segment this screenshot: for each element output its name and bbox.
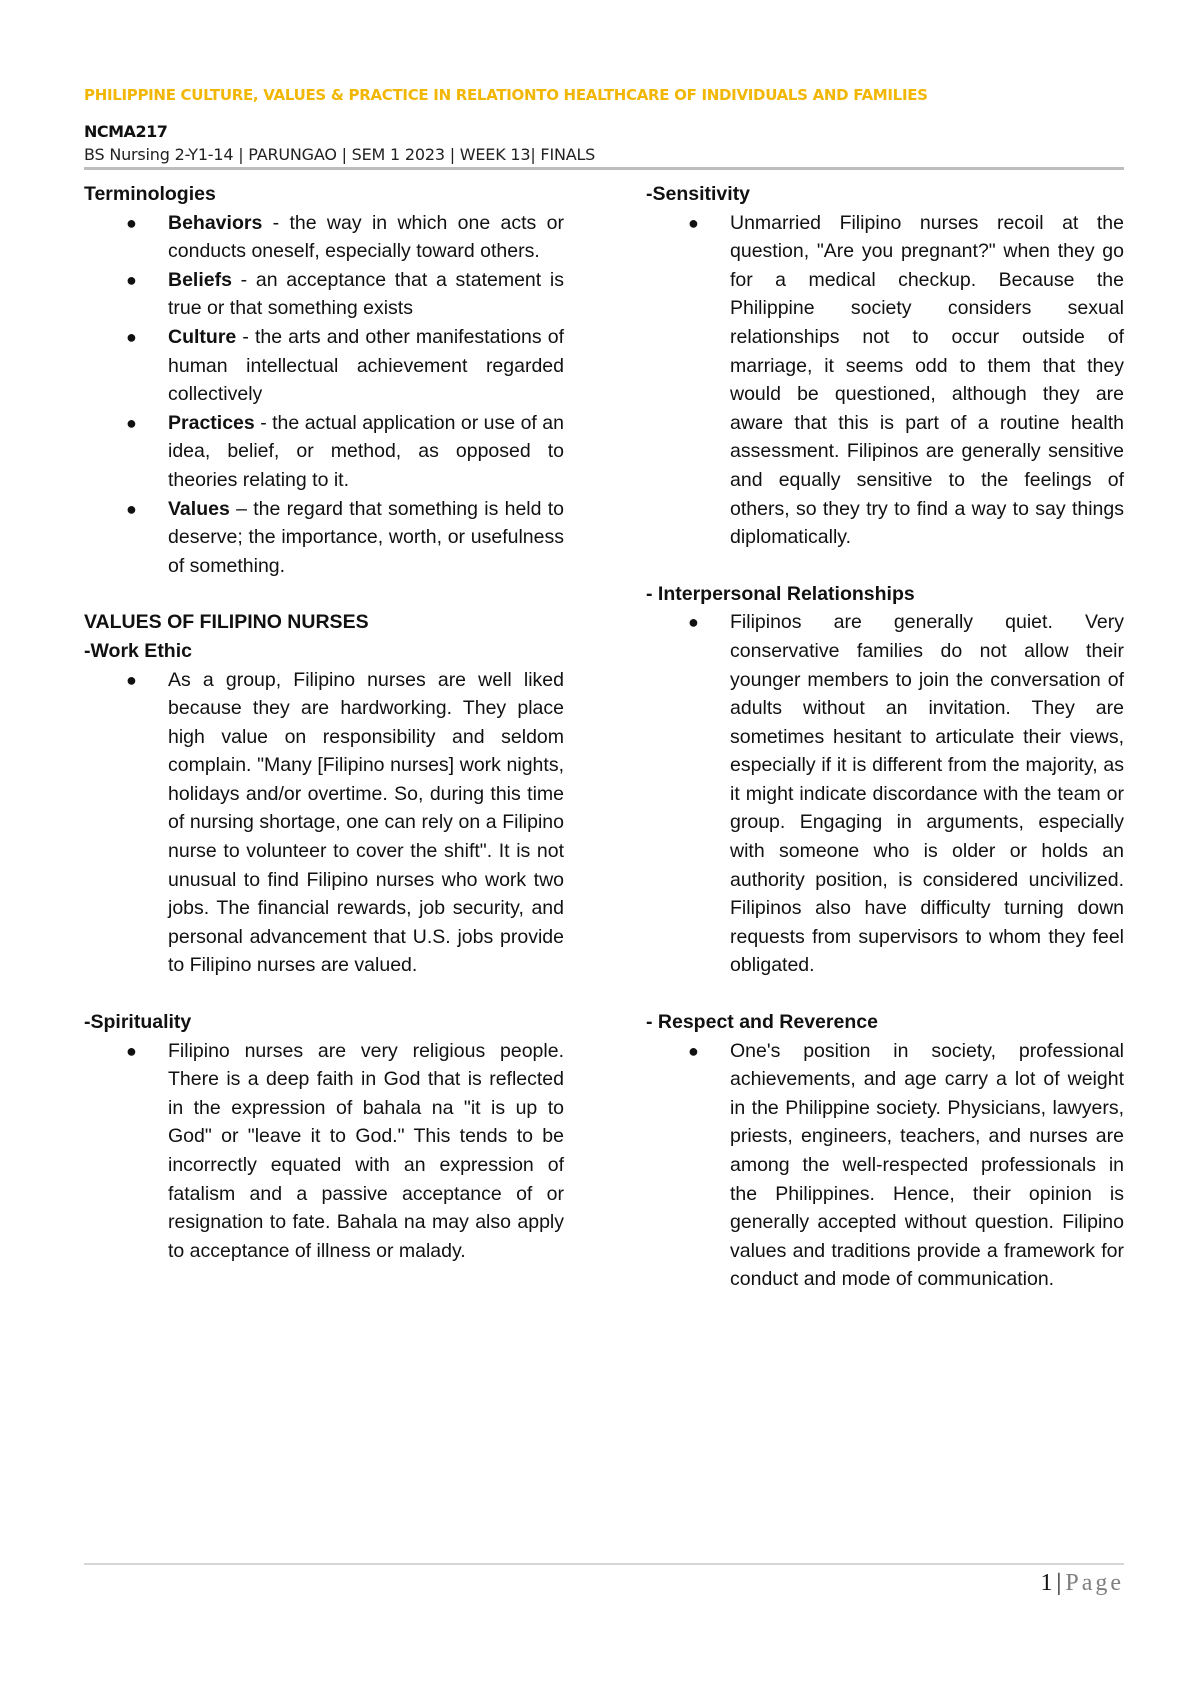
bullet-icon: ● — [688, 212, 699, 233]
list-item: ● Values – the regard that something is held to deserve; the importance, worth, or usefulness of something. — [84, 495, 564, 581]
page-number: 1 — [1040, 1570, 1053, 1596]
header-divider — [84, 167, 1124, 170]
document-title: PHILIPPINE CULTURE, VALUES & PRACTICE IN RELATIONTO HEALTHCARE OF INDIVIDUALS AND FAMILIES — [84, 86, 928, 104]
bullet-icon: ● — [126, 412, 137, 433]
work-ethic-heading: -Work Ethic — [84, 639, 192, 662]
course-meta: BS Nursing 2-Y1-14 | PARUNGAO | SEM 1 2023 | WEEK 13| FINALS — [84, 145, 596, 164]
course-code: NCMA217 — [84, 122, 168, 141]
bullet-icon: ● — [688, 1040, 699, 1061]
bullet-icon: ● — [126, 212, 137, 233]
bullet-icon: ● — [126, 669, 137, 690]
list-item: ● Filipinos are generally quiet. Very conservative families do not allow their younger members to join the conversation of adults without an invitation. They are sometimes hesitant to articulate their views, especially if it is different from the majority, as it might indicate discordance with the team or group. Engaging in arguments, especially with someone who is older or holds an authority position, is considered uncivilized. Filipinos also have difficulty turning down requests from supervisors to whom they feel obligated. — [646, 608, 1124, 980]
right-column — [646, 180, 1124, 1294]
terminologies-list — [84, 209, 564, 581]
bullet-icon: ● — [126, 326, 137, 347]
sensitivity-list — [646, 209, 1124, 552]
page-separator: | — [1056, 1570, 1062, 1596]
page-footer — [1041, 1570, 1124, 1597]
interpersonal-heading: - Interpersonal Relationships — [646, 582, 915, 605]
sensitivity-heading: -Sensitivity — [646, 183, 751, 205]
values-heading: VALUES OF FILIPINO NURSES — [84, 611, 369, 634]
terminologies-heading: Terminologies — [84, 183, 216, 205]
bullet-icon: ● — [126, 1040, 137, 1061]
list-item: ● Beliefs - an acceptance that a statement is true or that something exists — [84, 266, 564, 323]
spirituality-list — [84, 1037, 564, 1266]
footer-divider — [84, 1563, 1124, 1565]
list-item: ● One's position in society, professional achievements, and age carry a lot of weight in the Philippine society. Physicians, lawyers, priests, engineers, teachers, and nurses are among the well-respected professionals in the Philippines. Hence, their opinion is generally accepted without question. Filipino values and traditions provide a framework for conduct and mode of communication. — [646, 1037, 1124, 1294]
spirituality-heading: -Spirituality — [84, 1011, 192, 1034]
list-item: ● Unmarried Filipino nurses recoil at the question, "Are you pregnant?" when they go for a medical checkup. Because the Philippine society considers sexual relationships not to occur outside of marriage, it seems odd to them that they would be questioned, although they are aware that this is part of a routine health assessment. Filipinos are generally sensitive and equally sensitive to the feelings of others, so they try to find a way to say things diplomatically. — [646, 209, 1124, 552]
list-item: ● Filipino nurses are very religious people. There is a deep faith in God that is reflected in the expression of bahala na "it is up to God" or "leave it to God." This tends to be incorrectly equated with an expression of fatalism and a passive acceptance of or resignation to fate. Bahala na may also apply to acceptance of illness or malady. — [84, 1037, 564, 1266]
bullet-icon: ● — [126, 498, 137, 519]
list-item: ● Practices - the actual application or use of an idea, belief, or method, as opposed to theories relating to it. — [84, 409, 564, 495]
bullet-icon: ● — [126, 269, 137, 290]
bullet-icon: ● — [688, 612, 699, 633]
list-item: ● Behaviors - the way in which one acts or conducts oneself, especially toward others. — [84, 209, 564, 266]
list-item: ● Culture - the arts and other manifestations of human intellectual achievement regarded collectively — [84, 323, 564, 409]
left-column — [84, 180, 564, 1265]
respect-list — [646, 1037, 1124, 1294]
list-item: ● As a group, Filipino nurses are well liked because they are hardworking. They place high value on responsibility and seldom complain. "Many [Filipino nurses] work nights, holidays and/or overtime. So, during this time of nursing shortage, one can rely on a Filipino nurse to volunteer to cover the shift". It is not unusual to find Filipino nurses who work two jobs. The financial rewards, job security, and personal advancement that U.S. jobs provide to Filipino nurses are valued. — [84, 666, 564, 981]
page-label: Page — [1065, 1570, 1124, 1596]
document-header — [84, 86, 1124, 164]
work-ethic-list — [84, 666, 564, 981]
respect-heading: - Respect and Reverence — [646, 1011, 878, 1034]
interpersonal-list — [646, 608, 1124, 980]
